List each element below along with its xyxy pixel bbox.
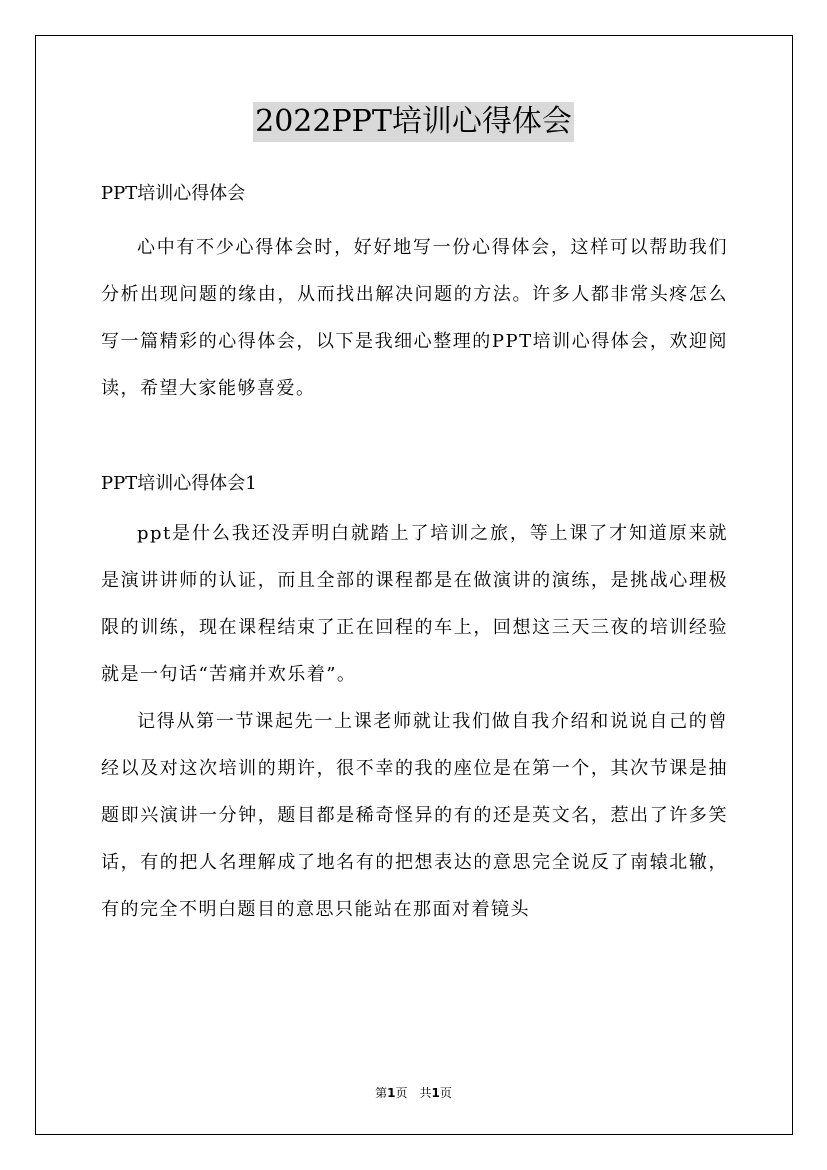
total-prefix: 共 [419,1086,432,1100]
section1-paragraph-2: 记得从第一节课起先一上课老师就让我们做自我介绍和说说自己的曾经以及对这次培训的期许，很不幸的我的座位是在第一个，其次节课是抽题即兴演讲一分钟，题目都是稀奇怪异的有的还是英文名，惹出了许多笑话，有的把人名理解成了地名有的把想表达的意思完全说反了南辕北辙，有的完全不明白题目的意思只能站在那面对着镜头 [101,711,728,920]
page-label: 页 [395,1086,408,1100]
page-total: 1 [431,1086,440,1100]
page-prefix: 第 [375,1086,388,1100]
page-footer [0,1084,827,1101]
page-current: 1 [387,1086,396,1100]
title-container [0,102,827,142]
intro-heading: PPT培训心得体会 [101,183,246,204]
document-body [101,176,728,933]
section1-heading: PPT培训心得体会1 [101,473,257,494]
spacer [101,502,728,510]
section1-paragraph-1: ppt是什么我还没弄明白就踏上了培训之旅，等上课了才知道原来就是演讲讲师的认证，而且全部的课程都是在做演讲的演练，是挑战心理极限的训练，现在课程结束了正在回程的车上，回想这三天三夜的培训经验就是一句话“苦痛并欢乐着”。 [101,523,728,685]
total-label: 页 [439,1086,452,1100]
document-title: 2022PPT培训心得体会 [253,102,574,142]
intro-paragraph: 心中有不少心得体会时，好好地写一份心得体会，这样可以帮助我们分析出现问题的缘由，从而找出解决问题的方法。许多人都非常头疼怎么写一篇精彩的心得体会，以下是我细心整理的PPT培训心得体会，欢迎阅读，希望大家能够喜爱。 [101,237,728,399]
spacer [101,412,728,466]
spacer [101,212,728,224]
